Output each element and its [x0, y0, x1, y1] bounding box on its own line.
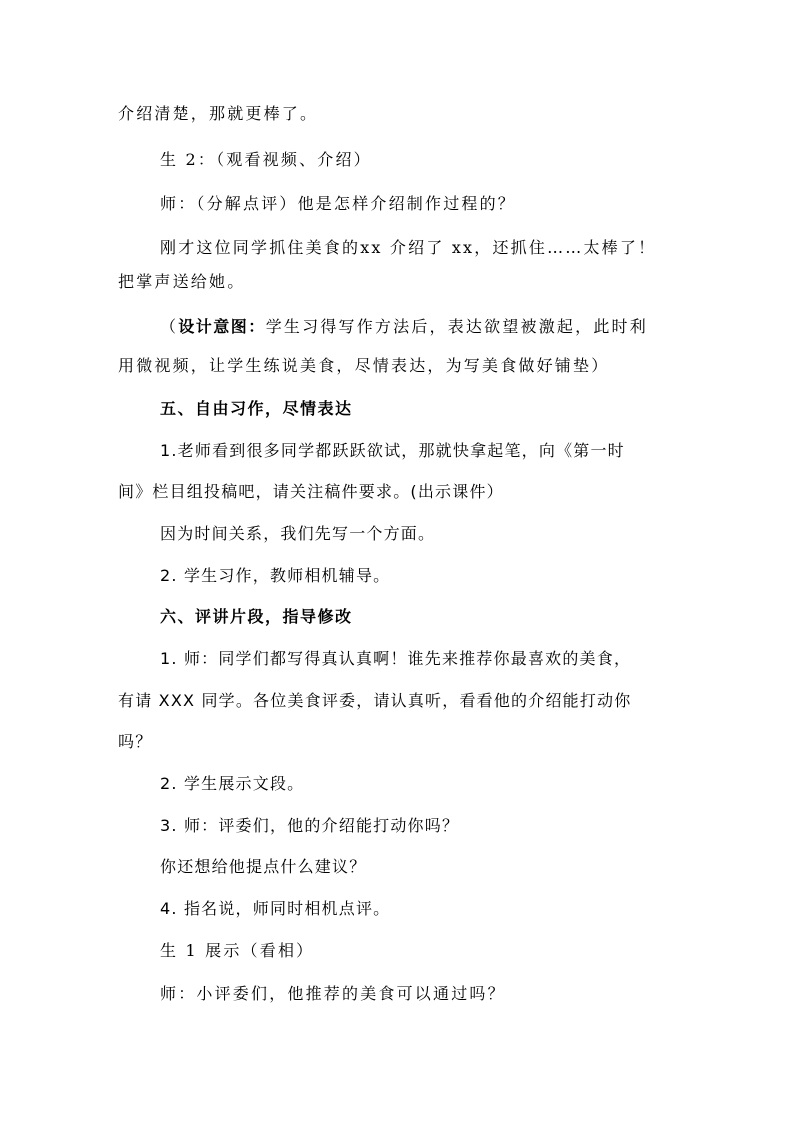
design-intent-text: 学生习得写作方法后，表达欲望被激起，此时利 [265, 317, 648, 336]
paragraph-line: 师：小评委们，他推荐的美食可以通过吗？ [160, 984, 506, 1003]
paragraph-line: 用微视频，让学生练说美食，尽情表达，为写美食做好铺垫） [118, 356, 610, 375]
paragraph-line: 间》栏目组投稿吧，请关注稿件要求。(出示课件） [118, 482, 504, 501]
paragraph-line: 3. 师：评委们，他的介绍能打动你吗？ [160, 816, 460, 835]
section-heading: 五、自由习作，尽情表达 [160, 399, 353, 418]
open-paren: （ [160, 317, 179, 336]
design-intent-line [160, 316, 648, 338]
design-intent-label: 设计意图： [178, 317, 266, 336]
paragraph-line: 把掌声送给她。 [118, 272, 246, 291]
paragraph-line: 你还想给他提点什么建议？ [160, 857, 367, 876]
paragraph-line: 师：（分解点评）他是怎样介绍制作过程的？ [160, 194, 517, 213]
paragraph-line: 生 2：（观看视频、介绍） [160, 150, 372, 169]
paragraph-line: 1.老师看到很多同学都跃跃欲试，那就快拿起笔，向《第一时 [160, 441, 625, 460]
paragraph-line: 2. 学生习作，教师相机辅导。 [160, 566, 391, 585]
paragraph-line: 因为时间关系，我们先写一个方面。 [160, 524, 436, 543]
paragraph-line: 4. 指名说，师同时相机点评。 [160, 899, 391, 918]
paragraph-line: 2. 学生展示文段。 [160, 774, 305, 793]
paragraph-line: 有请 XXX 同学。各位美食评委，请认真听，看看他的介绍能打动你 [118, 691, 632, 710]
paragraph-line: 生 1 展示（看相） [160, 941, 315, 960]
paragraph-line: 吗？ [118, 732, 153, 751]
paragraph-line: 刚才这位同学抓住美食的xx 介绍了 xx，还抓住……太棒了！ [160, 238, 657, 257]
section-heading: 六、评讲片段，指导修改 [160, 607, 353, 626]
paragraph-line: 1. 师：同学们都写得真认真啊！谁先来推荐你最喜欢的美食， [160, 649, 632, 668]
paragraph-line: 介绍清楚，那就更棒了。 [118, 104, 319, 123]
